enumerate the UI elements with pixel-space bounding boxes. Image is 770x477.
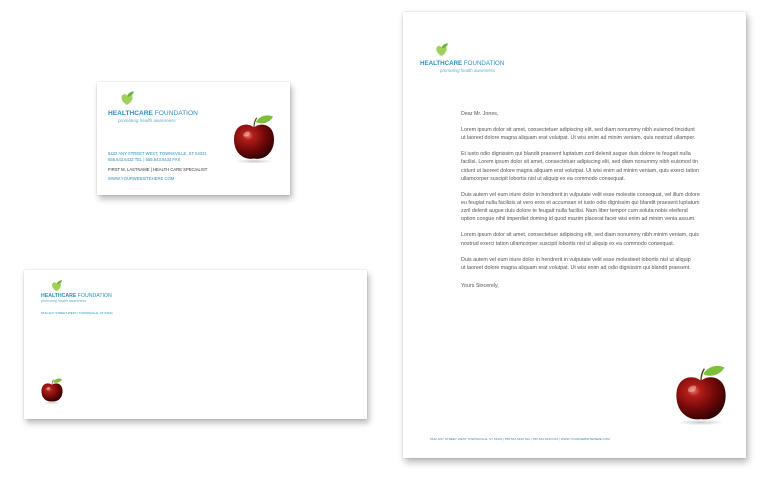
card-brand: HEALTHCARE FOUNDATION — [108, 110, 198, 117]
heart-leaf-logo-icon — [119, 90, 135, 106]
heart-leaf-logo-icon — [434, 42, 449, 57]
envelope-address: 5432 ANY STREET WEST | TOWNSVILLE, ST 54321 — [41, 311, 113, 315]
paragraph: Duis autem vel eum iriure dolor in hendrerit in vulputate velit esse molestieet lobortis nisl ut aliquip ut laoreet dolore magna aliquam erat volutpat. Ut wisi enim ad odio dignissim qui blandit praesent. — [461, 256, 691, 271]
heart-leaf-logo-icon — [50, 279, 63, 292]
card-website: WWW.YOURWEBSITEHERE.COM — [108, 176, 175, 181]
envelope — [24, 270, 367, 419]
apple-icon — [40, 377, 64, 405]
letter-footer: 5432 ANY STREET WEST TOWNSVILLE, ST 54321 | 555.543.5432 TEL | 555.543.5433 FAX | WWW.YOURWEBSITEHERE.COM — [430, 437, 610, 441]
salutation: Dear Mr. Jones, — [461, 111, 499, 117]
envelope-brand: HEALTHCARE FOUNDATION — [41, 293, 112, 299]
letter-body — [461, 110, 731, 298]
closing: Yours Sincerely, — [461, 283, 499, 290]
card-phone: 555.543.5432 TEL | 555.543.5433 FAX — [108, 157, 181, 162]
card-tagline: promoting health awareness — [118, 118, 176, 123]
letterhead — [403, 12, 746, 458]
apple-icon — [673, 364, 729, 426]
letter-tagline: promoting health awareness — [440, 68, 496, 73]
apple-icon — [231, 114, 277, 164]
paragraph: Lorem ipsum dolor sit amet, consectetuer adipiscing elit, sed diam nonummy nibh euismod tincidunt ut laoreet dolore magna aliquam erat volutpat. Ut wisi enim ad minim veniam, quis nostrud ullamper. — [461, 127, 696, 142]
card-address: 5432 ANY STREET WEST, TOWNSVILLE, ST 54321 — [108, 151, 207, 156]
business-card — [97, 82, 290, 195]
letter-brand: HEALTHCARE FOUNDATION — [420, 60, 505, 67]
paragraph: Lorem ipsum dolor sit amet, consectetuer adipiscing elit, sed diam nonummy nibh minim veniam, quis nostrud exerci tation ullamcorper suscipit lobortis nisl ut aliquip ex ea commodo consequat. — [461, 232, 699, 247]
envelope-tagline: promoting health awareness — [41, 299, 87, 303]
paragraph: Et iusto odio dignissim qui blandit praesent luptatum zzril delenit augue duis dolore te feugait nulla facilisi. Lorem ipsum dolor sit amet, consectetuer adipiscing elit, sed diam nonummy nibh euismod tin cidunt ut laoreet dolore magna aliquam erat volutpat. Ut wisi enim ad minim veniam, quis exerci tation ullamcorper suscipit lobortis nisl ut aliquip ex ea commodo consequat. — [461, 151, 699, 182]
card-name: FIRST M. LASTNAME | HEALTH CARE SPECIALIST — [108, 167, 208, 172]
paragraph: Duis autem vel eum iriure dolor in hendrerit in vulputate velit esse molestie consequat, vel illum dolore eu feugiat nulla facilisis at vero eros et accumsan et iusto odio dignissim qui blandit praesent luptatum zzril delenit augue duis dolore te feugait nulla facilisi. Nam liber tempor cum soluta nobis eleifend option congue nihil imperdiet doming id quod mazim placerat facer wisi enim ad minim venia assum. — [461, 191, 700, 223]
